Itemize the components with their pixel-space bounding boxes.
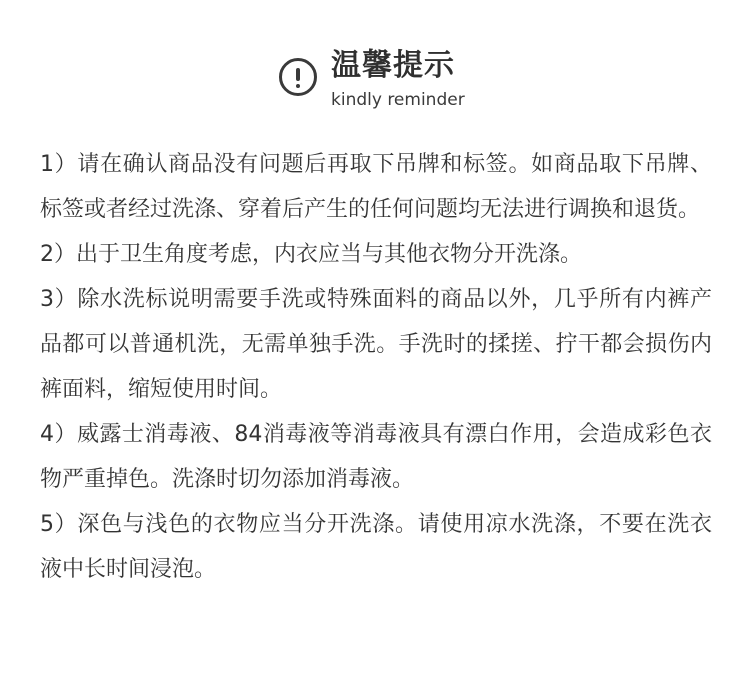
header-subtitle: kindly reminder — [331, 90, 465, 110]
exclamation-dot — [296, 84, 300, 88]
exclamation-circle-icon — [279, 58, 317, 96]
reminder-item-4: 4）威露士消毒液、84消毒液等消毒液具有漂白作用，会造成彩色衣物严重掉色。洗涤时切勿添加消毒液。 — [40, 422, 712, 492]
reminder-item-2: 2）出于卫生角度考虑，内衣应当与其他衣物分开洗涤。 — [40, 242, 582, 267]
reminder-list — [40, 142, 712, 592]
exclamation-bar — [296, 68, 300, 81]
header-title: 温馨提示 — [331, 48, 455, 83]
reminder-item-3: 3）除水洗标说明需要手洗或特殊面料的商品以外，几乎所有内裤产品都可以普通机洗，无需单独手洗。手洗时的揉搓、拧干都会损伤内裤面料，缩短使用时间。 — [40, 287, 712, 402]
reminder-item-5: 5）深色与浅色的衣物应当分开洗涤。请使用凉水洗涤，不要在洗衣液中长时间浸泡。 — [40, 512, 712, 582]
reminder-header — [0, 0, 750, 120]
reminder-item-1: 1）请在确认商品没有问题后再取下吊牌和标签。如商品取下吊牌、标签或者经过洗涤、穿着后产生的任何问题均无法进行调换和退货。 — [40, 152, 712, 222]
